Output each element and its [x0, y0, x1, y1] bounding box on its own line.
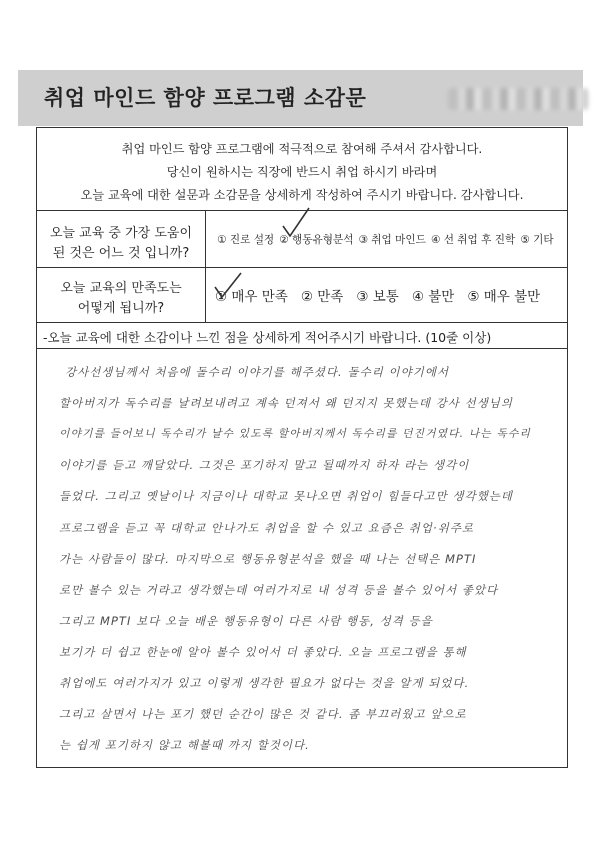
- intro-line-2: 당신이 원하시는 직장에 반드시 취업 하시기 바라며: [166, 165, 438, 179]
- survey-form: [36, 127, 568, 768]
- q2-checkmark-icon: [211, 271, 245, 305]
- essay-line-10: 보기가 더 쉽고 한눈에 알아 볼수 있어서 더 좋았다. 오늘 프로그램을 통해: [59, 645, 467, 659]
- essay-line-7: 가는 사람들이 많다. 마지막으로 행동유형분석을 했을 때 나는 선택은 MPTI: [59, 552, 477, 566]
- q2-option-3[interactable]: ③ 보통: [356, 289, 399, 305]
- q1-option-2[interactable]: ② 행동유형분석: [279, 234, 354, 246]
- essay-line-2: 할아버지가 독수리를 날려보내려고 계속 던져서 왜 던지지 못했는데 강사 선생님의: [59, 396, 514, 410]
- q2-option-2[interactable]: ② 만족: [300, 289, 344, 305]
- question-2-row: [37, 267, 567, 323]
- instruction-divider: [37, 348, 567, 349]
- q1-option-4[interactable]: ④ 선 취업 후 진학: [430, 234, 516, 246]
- question-1-row: [37, 210, 567, 268]
- intro-line-3: 오늘 교육에 대한 설문과 소감문을 상세하게 작성하여 주시기 바랍니다. 감사합니다.: [80, 188, 524, 202]
- essay-line-13: 는 쉽게 포기하지 않고 해볼때 까지 할것이다.: [59, 738, 310, 752]
- essay-line-3: 이야기를 들어보니 독수리가 날수 있도록 할아버지께서 독수리를 던진거였다. 나는 독수리: [59, 427, 531, 440]
- question-2-label-line-2: 어떻게 됩니까?: [77, 301, 165, 316]
- essay-instruction: -오늘 교육에 대한 소감이나 느낀 점을 상세하게 적어주시기 바랍니다. (10줄 이상): [43, 330, 492, 345]
- page-title: 취업 마인드 함양 프로그램 소감문: [44, 86, 367, 110]
- intro-section: [37, 128, 567, 211]
- question-1-options: [217, 232, 559, 247]
- q1-option-3[interactable]: ③ 취업 마인드: [358, 234, 426, 246]
- essay-line-4: 이야기를 듣고 깨달았다. 그것은 포기하지 말고 될때까지 하자 라는 생각이: [59, 458, 470, 472]
- q2-option-5[interactable]: ⑤ 매우 불만: [467, 289, 541, 305]
- question-1-label: [37, 210, 206, 267]
- question-2-label-line-1: 오늘 교육의 만족도는: [60, 281, 182, 296]
- question-2-label: [37, 267, 206, 322]
- question-1-label-line-1: 오늘 교육 중 가장 도움이: [49, 226, 193, 241]
- essay-line-5: 들었다. 그리고 옛날이나 지금이나 대학교 못나오면 취업이 힘들다고만 생각했는데: [59, 489, 514, 503]
- essay-line-9: 그리고 MPTI 보다 오늘 배운 행동유형이 다른 사람 행동, 성격 등을: [59, 614, 433, 628]
- q2-option-4[interactable]: ④ 불만: [411, 289, 455, 305]
- essay-line-6: 프로그램을 듣고 꼭 대학교 안나가도 취업을 할 수 있고 요즘은 취업·위주로: [59, 521, 475, 535]
- essay-line-11: 취업에도 여러가지가 있고 이렇게 생각한 필요가 없다는 것을 알게 되었다.: [59, 676, 470, 690]
- intro-line-1: 취업 마인드 함양 프로그램에 적극적으로 참여해 주셔서 감사합니다.: [121, 142, 483, 156]
- essay-line-12: 그리고 살면서 나는 포기 했던 순간이 많은 것 같다. 좀 부끄러웠고 앞으로: [59, 707, 467, 721]
- q1-option-5[interactable]: ⑤ 기타: [520, 234, 554, 246]
- q2-option-1[interactable]: ① 매우 만족: [215, 289, 288, 305]
- title-bar: [18, 70, 583, 126]
- redacted-name: [448, 88, 588, 110]
- essay-line-1: 강사선생님께서 처음에 돌수리 이야기를 해주셨다. 돌수리 이야기에서: [65, 365, 450, 379]
- q1-checkmark-icon: [277, 206, 313, 240]
- question-1-label-line-2: 된 것은 어느 것 입니까?: [52, 246, 190, 261]
- question-2-options: [215, 285, 553, 305]
- q1-option-1[interactable]: ① 진로 설정: [217, 234, 275, 246]
- essay-line-8: 로만 볼수 있는 거라고 생각했는데 여러가지로 내 성격 등을 볼수 있어서 좋았다: [59, 583, 499, 597]
